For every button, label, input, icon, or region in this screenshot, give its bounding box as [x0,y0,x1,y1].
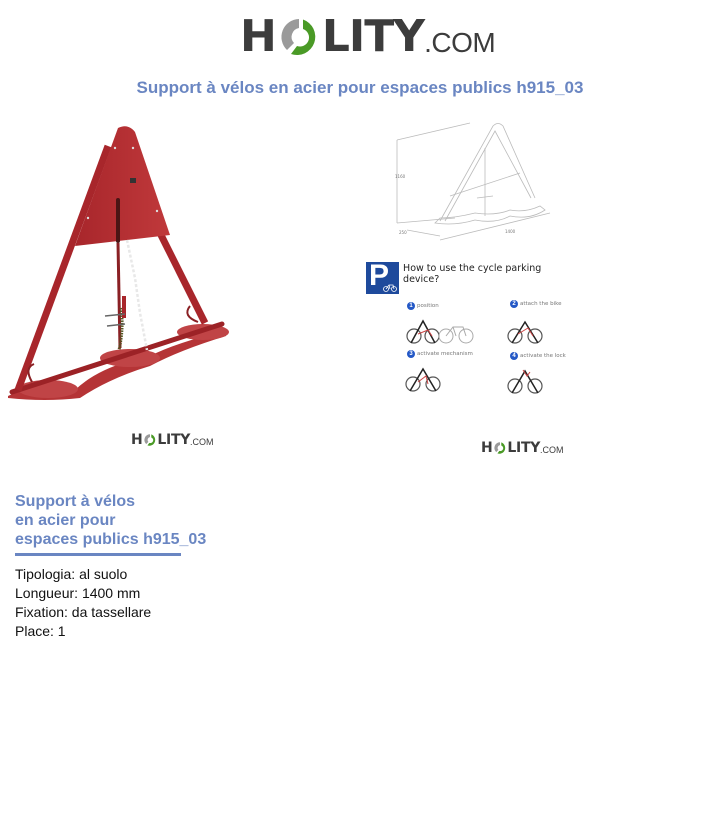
spec-typology: Tipologia: al suolo [15,566,128,582]
technical-drawing [385,118,565,243]
spec-length: Longueur: 1400 mm [15,585,141,601]
holity-logo-small-left: H LITY .COM [131,432,214,448]
usage-instructions [366,259,566,402]
step-3: 3 activate mechanism [407,350,473,358]
product-title [15,492,235,549]
logo-o-ring-icon [493,441,507,455]
product-photo [0,118,240,408]
bicycle-icon [383,284,397,292]
product-specs [15,565,151,641]
product-title-line-2: en acier pour [15,512,116,529]
holity-logo[interactable] [240,12,495,62]
logo-o-ring-icon [143,433,157,447]
howto-header [366,259,566,294]
step-4-diagram [506,366,546,394]
spec-fixation: Fixation: da tassellare [15,604,152,620]
product-title-line-1: Support à vélos [15,493,136,510]
step-4: 4 activate the lock [510,352,566,360]
page-title: Support à vélos en acier pour espaces publics h915_03 [136,78,584,97]
parking-sign-icon: P [366,262,399,294]
logo-letter-h: H [240,11,276,62]
svg-text:1400: 1400 [505,229,516,234]
dim-height: 1160 [395,174,406,179]
logo-letters-lity: LITY [321,11,425,62]
title-underline [15,553,181,556]
step-2: 2 attach the bike [510,300,561,308]
logo-suffix: .COM [424,27,496,58]
product-title-line-3: espaces publics h915_03 [15,531,207,548]
step-1: 1 position [407,302,439,310]
step-2-diagram [506,320,546,344]
logo-o-ring-icon [277,15,321,59]
spec-places: Place: 1 [15,623,66,639]
step-1-diagram [406,318,476,344]
svg-text:250: 250 [399,230,407,235]
step-3-diagram [404,366,444,392]
holity-logo-small-right: H LITY .COM [481,440,564,456]
howto-title: How to use the cycle parking device? [403,263,542,285]
